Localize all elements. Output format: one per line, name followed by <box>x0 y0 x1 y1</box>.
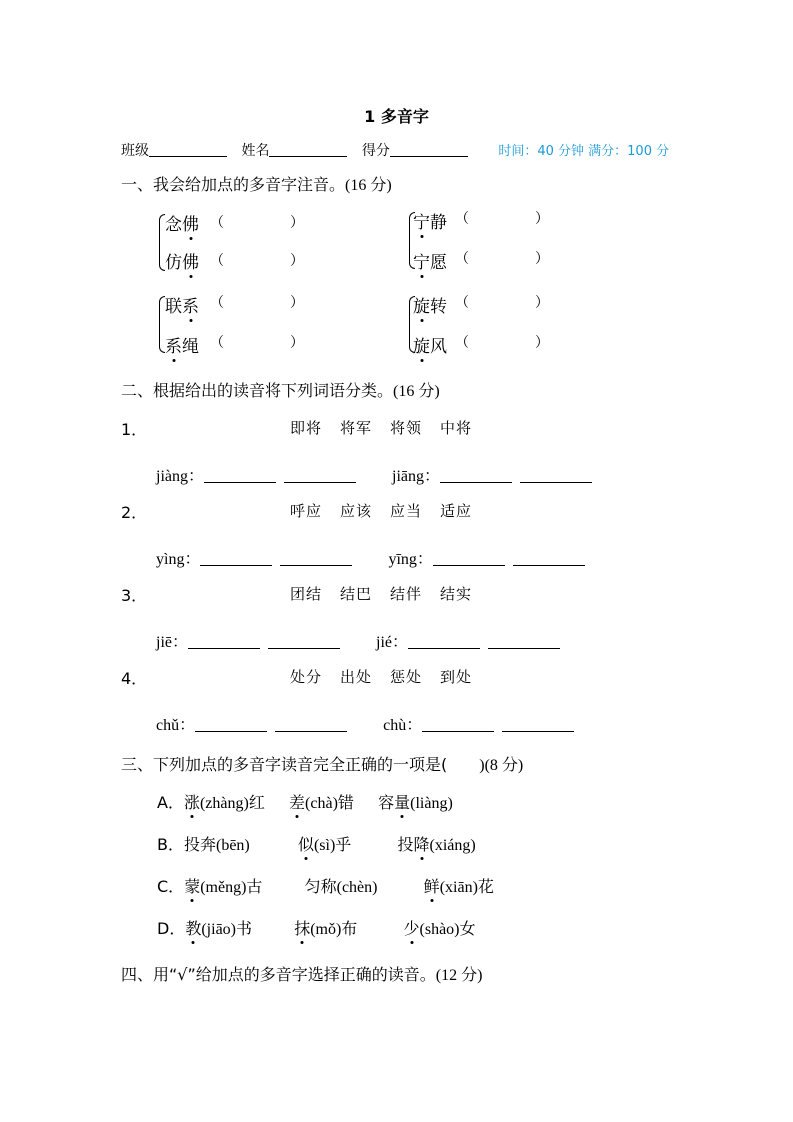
word-item: 系绳 <box>165 332 199 357</box>
answer-line[interactable] <box>188 634 260 649</box>
word-list: 处分 出处 惩处 到处 <box>290 668 473 686</box>
option-b: B．投奔(bēn) 似(sì)乎 投降(xiáng) <box>157 832 476 855</box>
option-c: C．蒙(měng)古 匀称(chèn) 鲜(xiān)花 <box>157 874 494 897</box>
answer-line[interactable] <box>488 634 560 649</box>
answer-paren[interactable]: （ ） <box>455 295 549 311</box>
item-number: 1． <box>121 420 148 439</box>
word-item: 念佛 <box>165 210 199 235</box>
word-item: 联系 <box>165 292 199 317</box>
answer-paren[interactable]: （ ） <box>210 335 304 351</box>
name-label: 姓名 <box>241 143 270 159</box>
answer-line[interactable] <box>408 634 480 649</box>
class-label: 班级 <box>121 143 149 159</box>
word-item: 宁静 <box>413 208 447 233</box>
answer-line[interactable] <box>284 468 356 483</box>
option-a: A．涨(zhàng)红 差(chà)错 容量(liàng) <box>157 790 453 813</box>
pinyin-row: jiē： jié： <box>156 629 568 652</box>
section2-heading: 二、根据给出的读音将下列词语分类。(16 分) <box>121 381 440 400</box>
answer-paren[interactable]: （ ） <box>210 215 304 231</box>
word-item: 旋转 <box>413 292 447 317</box>
section1-heading: 一、我会给加点的多音字注音。(16 分) <box>121 175 392 194</box>
answer-line[interactable] <box>440 468 512 483</box>
name-field[interactable] <box>269 142 347 157</box>
answer-line[interactable] <box>275 717 347 732</box>
answer-line[interactable] <box>195 717 267 732</box>
answer-line[interactable] <box>204 468 276 483</box>
word-list: 即将 将军 将领 中将 <box>290 419 473 437</box>
pinyin-row: jiàng： jiāng： <box>156 463 600 486</box>
answer-line[interactable] <box>502 717 574 732</box>
answer-paren[interactable]: （ ） <box>455 335 549 351</box>
word-item: 宁愿 <box>413 248 447 273</box>
answer-paren[interactable]: （ ） <box>210 295 304 311</box>
answer-line[interactable] <box>422 717 494 732</box>
answer-line[interactable] <box>200 551 272 566</box>
page-title: 1 多音字 <box>364 107 429 126</box>
section4-heading: 四、用“√”给加点的多音字选择正确的读音。(12 分) <box>121 965 483 984</box>
answer-paren[interactable]: （ ） <box>455 211 549 227</box>
score-field[interactable] <box>390 142 468 157</box>
item-number: 2． <box>121 503 148 522</box>
class-field[interactable] <box>149 142 227 157</box>
answer-line[interactable] <box>280 551 352 566</box>
item-number: 3． <box>121 586 148 605</box>
header-info <box>121 140 669 160</box>
score-label: 得分 <box>361 143 390 159</box>
word-item: 旋风 <box>413 332 447 357</box>
answer-paren[interactable]: （ ） <box>455 251 549 267</box>
word-item: 仿佛 <box>165 248 199 273</box>
answer-line[interactable] <box>513 551 585 566</box>
item-number: 4． <box>121 669 148 688</box>
answer-line[interactable] <box>433 551 505 566</box>
answer-line[interactable] <box>520 468 592 483</box>
answer-line[interactable] <box>268 634 340 649</box>
answer-paren[interactable]: （ ） <box>210 253 304 269</box>
word-list: 呼应 应该 应当 适应 <box>290 502 473 520</box>
section3-heading: 三、下列加点的多音字读音完全正确的一项是( )(8 分) <box>121 755 524 774</box>
word-list: 团结 结巴 结伴 结实 <box>290 585 473 603</box>
time-info: 时间：40 分钟 满分：100 分 <box>498 144 670 159</box>
pinyin-row: chǔ： chù： <box>156 712 582 735</box>
pinyin-row: yìng： yīng： <box>156 546 593 569</box>
option-d: D．教(jiāo)书 抹(mǒ)布 少(shào)女 <box>157 916 476 939</box>
